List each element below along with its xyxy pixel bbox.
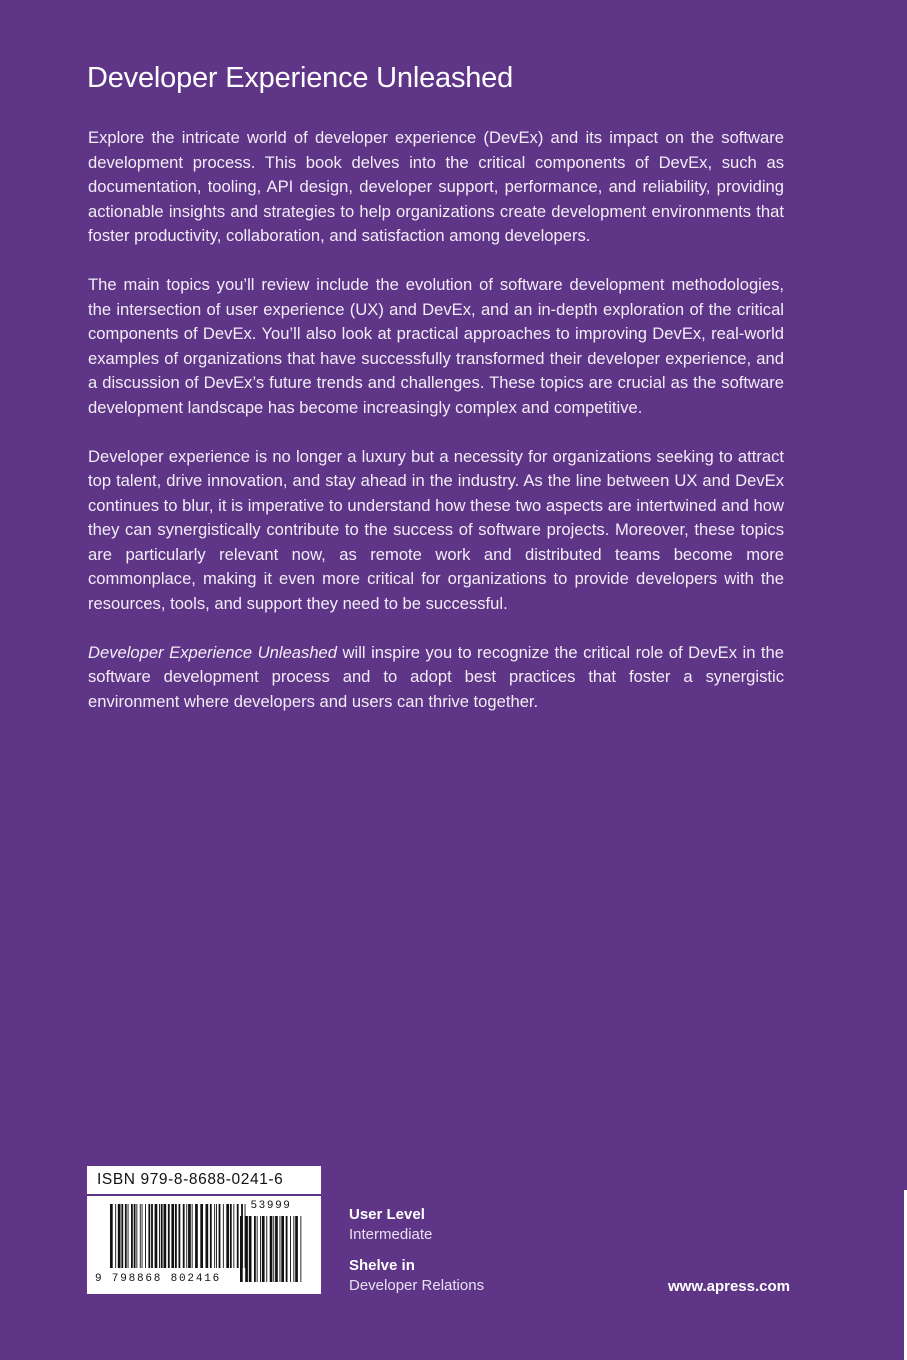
closing-book-title: Developer Experience Unleashed [88,642,338,662]
description-paragraph-4 [88,641,784,715]
description-paragraph-1: Explore the intricate world of developer experience (DevEx) and its impact on the software development process. This book delves into the critical components of DevEx, such as documentation, tooling, API design, developer support, performance, and reliability, providing actionable insights and strategies to help organizations create development environments that foster productivity, collaboration, and satisfaction among developers. [88,128,784,245]
user-level-block [349,1205,432,1245]
shelve-in-label: Shelve in [349,1257,415,1274]
closing-text: will inspire you to recognize the critical role of DevEx in the software development process and to adopt best practices that foster a synergistic environment where developers and users can thrive together. [88,642,784,711]
price-addon-barcode-icon [239,1216,303,1282]
user-level-value: Intermediate [349,1226,433,1243]
description-paragraph-3: Developer experience is no longer a luxury but a necessity for organizations seeking to attract top talent, drive innovation, and stay ahead in the industry. As the line between UX and DevEx continues to blur, it is imperative to understand how these two aspects are intertwined and how they can synergistically contribute to the success of software projects. Moreover, these topics are particularly relevant now, as remote work and distributed teams become more commonplace, making it even more critical for organizations to provide developers with the resources, tools, and support they need to be successful. [88,446,784,613]
barcode-digits: 9 798868 802416 [95,1273,222,1285]
description-paragraph-2: The main topics you’ll review include the evolution of software development methodologies, the intersection of user experience (UX) and DevEx, and an in-depth exploration of the critical components of DevEx. You’ll also look at practical approaches to improving DevEx, real-world examples of organizations that have successfully transformed their developer experience, and a discussion of DevEx’s future trends and challenges. These topics are crucial as the software development landscape has become increasingly complex and competitive. [88,275,784,417]
shelve-in-value: Developer Relations [349,1277,485,1294]
shelve-in-block [349,1256,484,1296]
user-level-label: User Level [349,1206,425,1223]
ean-barcode-icon [109,1204,247,1268]
barcode-block [87,1196,321,1294]
publisher-website: www.apress.com [668,1278,790,1295]
isbn-label: ISBN 979-8-8688-0241-6 [87,1166,321,1194]
book-title: Developer Experience Unleashed [87,62,514,94]
back-cover-description [88,126,784,739]
barcode-addon-digits: 53999 [250,1200,292,1212]
